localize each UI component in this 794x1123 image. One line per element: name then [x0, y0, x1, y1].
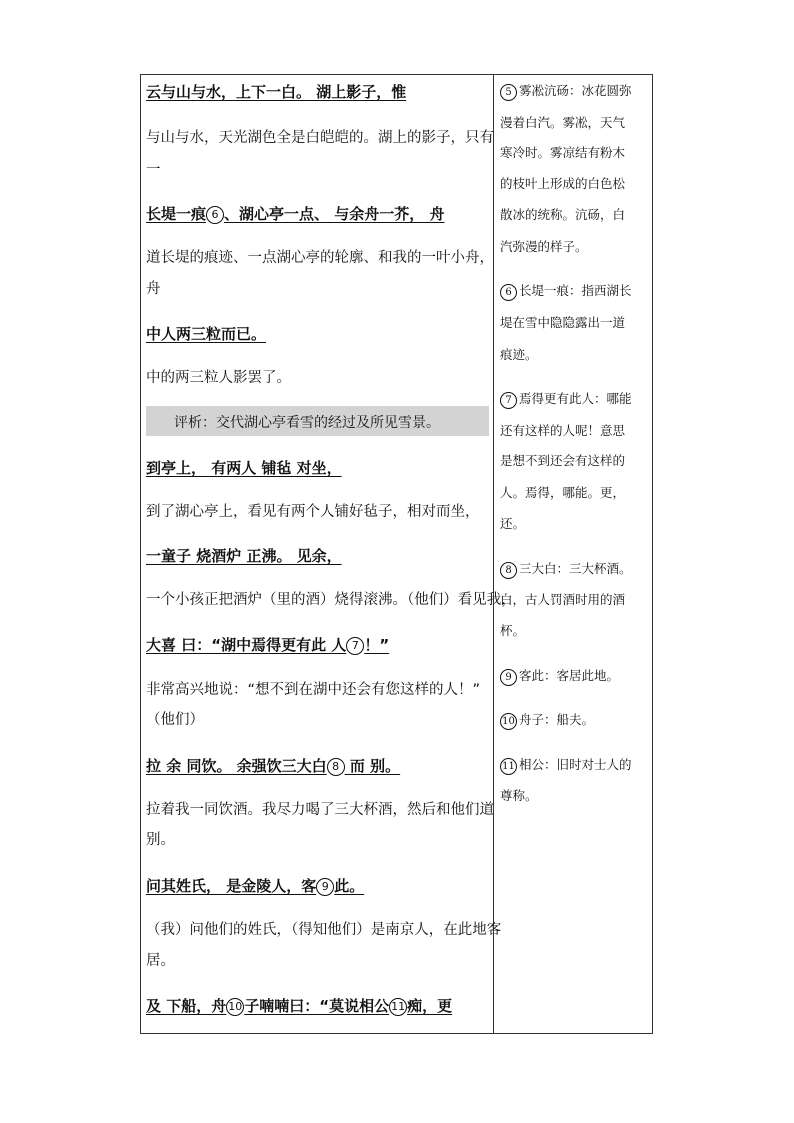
note-line: 还。: [500, 516, 526, 531]
note-line: 杯。: [500, 623, 526, 638]
column-divider: [493, 74, 494, 1034]
note-marker: 9: [316, 878, 334, 896]
original-line: 及 下船，舟 10 子喃喃曰：“莫说相公 11 痴，更: [146, 997, 453, 1015]
note-line: 汽弥漫的样子。: [500, 239, 588, 254]
translation-line: 一: [146, 162, 161, 178]
note-line: 8 三大白：三大杯酒。: [500, 560, 632, 579]
note-line: 寒冷时。雾凉结有粉木: [500, 145, 626, 160]
note-line: 堤在雪中隐隐露出一道: [500, 315, 626, 330]
translation-line: 舟: [146, 281, 161, 297]
note-marker: 7: [346, 637, 364, 655]
note-number: 10: [500, 713, 517, 730]
translation-line: 拉着我一同饮酒。我尽力喝了三大杯酒，然后和他们道: [146, 802, 494, 818]
note-marker: 11: [389, 998, 407, 1016]
note-line: 的枝叶上形成的白色松: [500, 176, 626, 191]
note-line: 漫着白汽。雾凇，天气: [500, 115, 626, 130]
translation-line: 一个小孩正把酒炉（里的酒）烧得滚沸。（他们）看见我，: [146, 592, 516, 608]
original-line: 长堤一痕 6 、湖心亭一点、 与余舟一芥， 舟: [146, 205, 445, 223]
original-line: 问其姓氏， 是金陵人，客 9 此。: [146, 877, 365, 895]
note-line: 6 长堤一痕：指西湖长: [500, 282, 632, 301]
original-line: 云与山与水，上下一白。 湖上影子，惟: [146, 83, 407, 101]
note-marker: 10: [226, 998, 244, 1016]
note-line: 尊称。: [500, 788, 538, 803]
note-line: 9 客此：客居此地。: [500, 667, 619, 686]
translation-line: 与山与水，天光湖色全是白皑皑的。湖上的影子，只有: [146, 130, 494, 146]
note-line: 5 雾凇沆砀：冰花圆弥: [500, 82, 632, 101]
translation-line: 居。: [146, 953, 175, 969]
original-line: 一童子 烧酒炉 正沸。 见余，: [146, 547, 342, 565]
original-line: 大喜 曰：“湖中焉得更有此 人 7 ！”: [146, 636, 390, 654]
note-number: 9: [500, 669, 517, 686]
note-line: 是想不到还会有这样的: [500, 453, 626, 468]
note-number: 6: [500, 284, 517, 301]
original-line: 中人两三粒而已。: [146, 325, 267, 343]
original-line: 到亭上， 有两人 铺毡 对坐，: [146, 459, 342, 477]
note-marker: 8: [327, 758, 345, 776]
translation-line: 到了湖心亭上，看见有两个人铺好毡子，相对而坐，: [146, 504, 480, 520]
note-number: 7: [500, 392, 517, 409]
note-number: 5: [500, 84, 517, 101]
note-line: 10 舟子：船夫。: [500, 711, 594, 730]
translation-line: 中的两三粒人影罢了。: [146, 370, 291, 386]
note-line: 白，古人罚酒时用的酒: [500, 592, 626, 607]
analysis-text: 评析：交代湖心亭看雪的经过及所见雪景。: [174, 415, 440, 431]
note-line: 散冰的统称。沆砀，白: [500, 207, 626, 222]
note-line: 7 焉得更有此人：哪能: [500, 390, 632, 409]
note-line: 11 相公：旧时对士人的: [500, 756, 632, 775]
note-number: 11: [500, 758, 517, 775]
analysis-box: [146, 406, 489, 436]
translation-line: （他们）: [146, 712, 204, 728]
translation-line: 别。: [146, 832, 175, 848]
translation-line: （我）问他们的姓氏，（得知他们）是南京人，在此地客: [146, 922, 502, 938]
note-line: 还有这样的人呢！意思: [500, 423, 626, 438]
note-marker: 6: [206, 206, 224, 224]
original-line: 拉 余 同饮。 余强饮三大白 8 而 别。: [146, 757, 401, 775]
translation-line: 非常高兴地说：“想不到在湖中还会有您这样的人！”: [146, 682, 481, 698]
note-line: 痕迹。: [500, 347, 538, 362]
translation-line: 道长堤的痕迹、一点湖心亭的轮廓、和我的一叶小舟，: [146, 250, 494, 266]
note-number: 8: [500, 562, 517, 579]
note-line: 人。焉得，哪能。更，: [500, 485, 626, 500]
